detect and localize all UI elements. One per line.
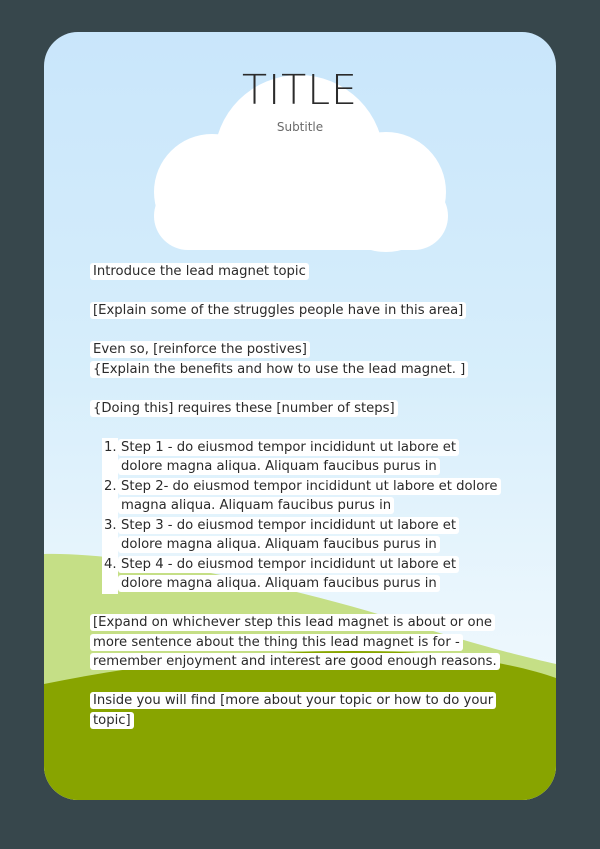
step-text: Step 4 - do eiusmod tempor incididunt ut labore et dolore magna aliqua. Aliquam faucibus purus in <box>118 556 459 593</box>
step-text: Step 2- do eiusmod tempor incididunt ut labore et dolore magna aliqua. Aliquam faucibus purus in <box>118 478 501 515</box>
step-number: 1. <box>102 438 118 477</box>
expand-text: [Expand on whichever step this lead magnet is about or one more sentence about the thing this lead magnet is for - remember enjoyment and interest are good enough reasons. <box>90 614 500 670</box>
intro-text: Introduce the lead magnet topic <box>90 263 309 280</box>
struggles-text: [Explain some of the struggles people have in this area] <box>90 302 466 319</box>
benefits-text: {Explain the benefits and how to use the lead magnet. ] <box>90 361 468 378</box>
content-body <box>90 262 500 730</box>
list-item <box>90 516 500 555</box>
step-number: 4. <box>102 555 118 594</box>
list-item <box>90 477 500 516</box>
page-title: TITLE <box>242 66 358 114</box>
steps-list <box>90 438 500 594</box>
step-text: Step 3 - do eiusmod tempor incididunt ut labore et dolore magna aliqua. Aliquam faucibus purus in <box>118 517 459 554</box>
list-item <box>90 438 500 477</box>
document-page <box>44 32 556 800</box>
positives-text: Even so, [reinforce the postives] <box>90 341 310 358</box>
step-number: 2. <box>102 477 118 516</box>
inside-text: Inside you will find [more about your topic or how to do your topic] <box>90 692 496 729</box>
steps-intro-text: {Doing this] requires these [number of steps] <box>90 400 398 417</box>
page-subtitle: Subtitle <box>276 120 324 134</box>
step-text: Step 1 - do eiusmod tempor incididunt ut labore et dolore magna aliqua. Aliquam faucibus purus in <box>118 439 459 476</box>
step-number: 3. <box>102 516 118 555</box>
list-item <box>90 555 500 594</box>
